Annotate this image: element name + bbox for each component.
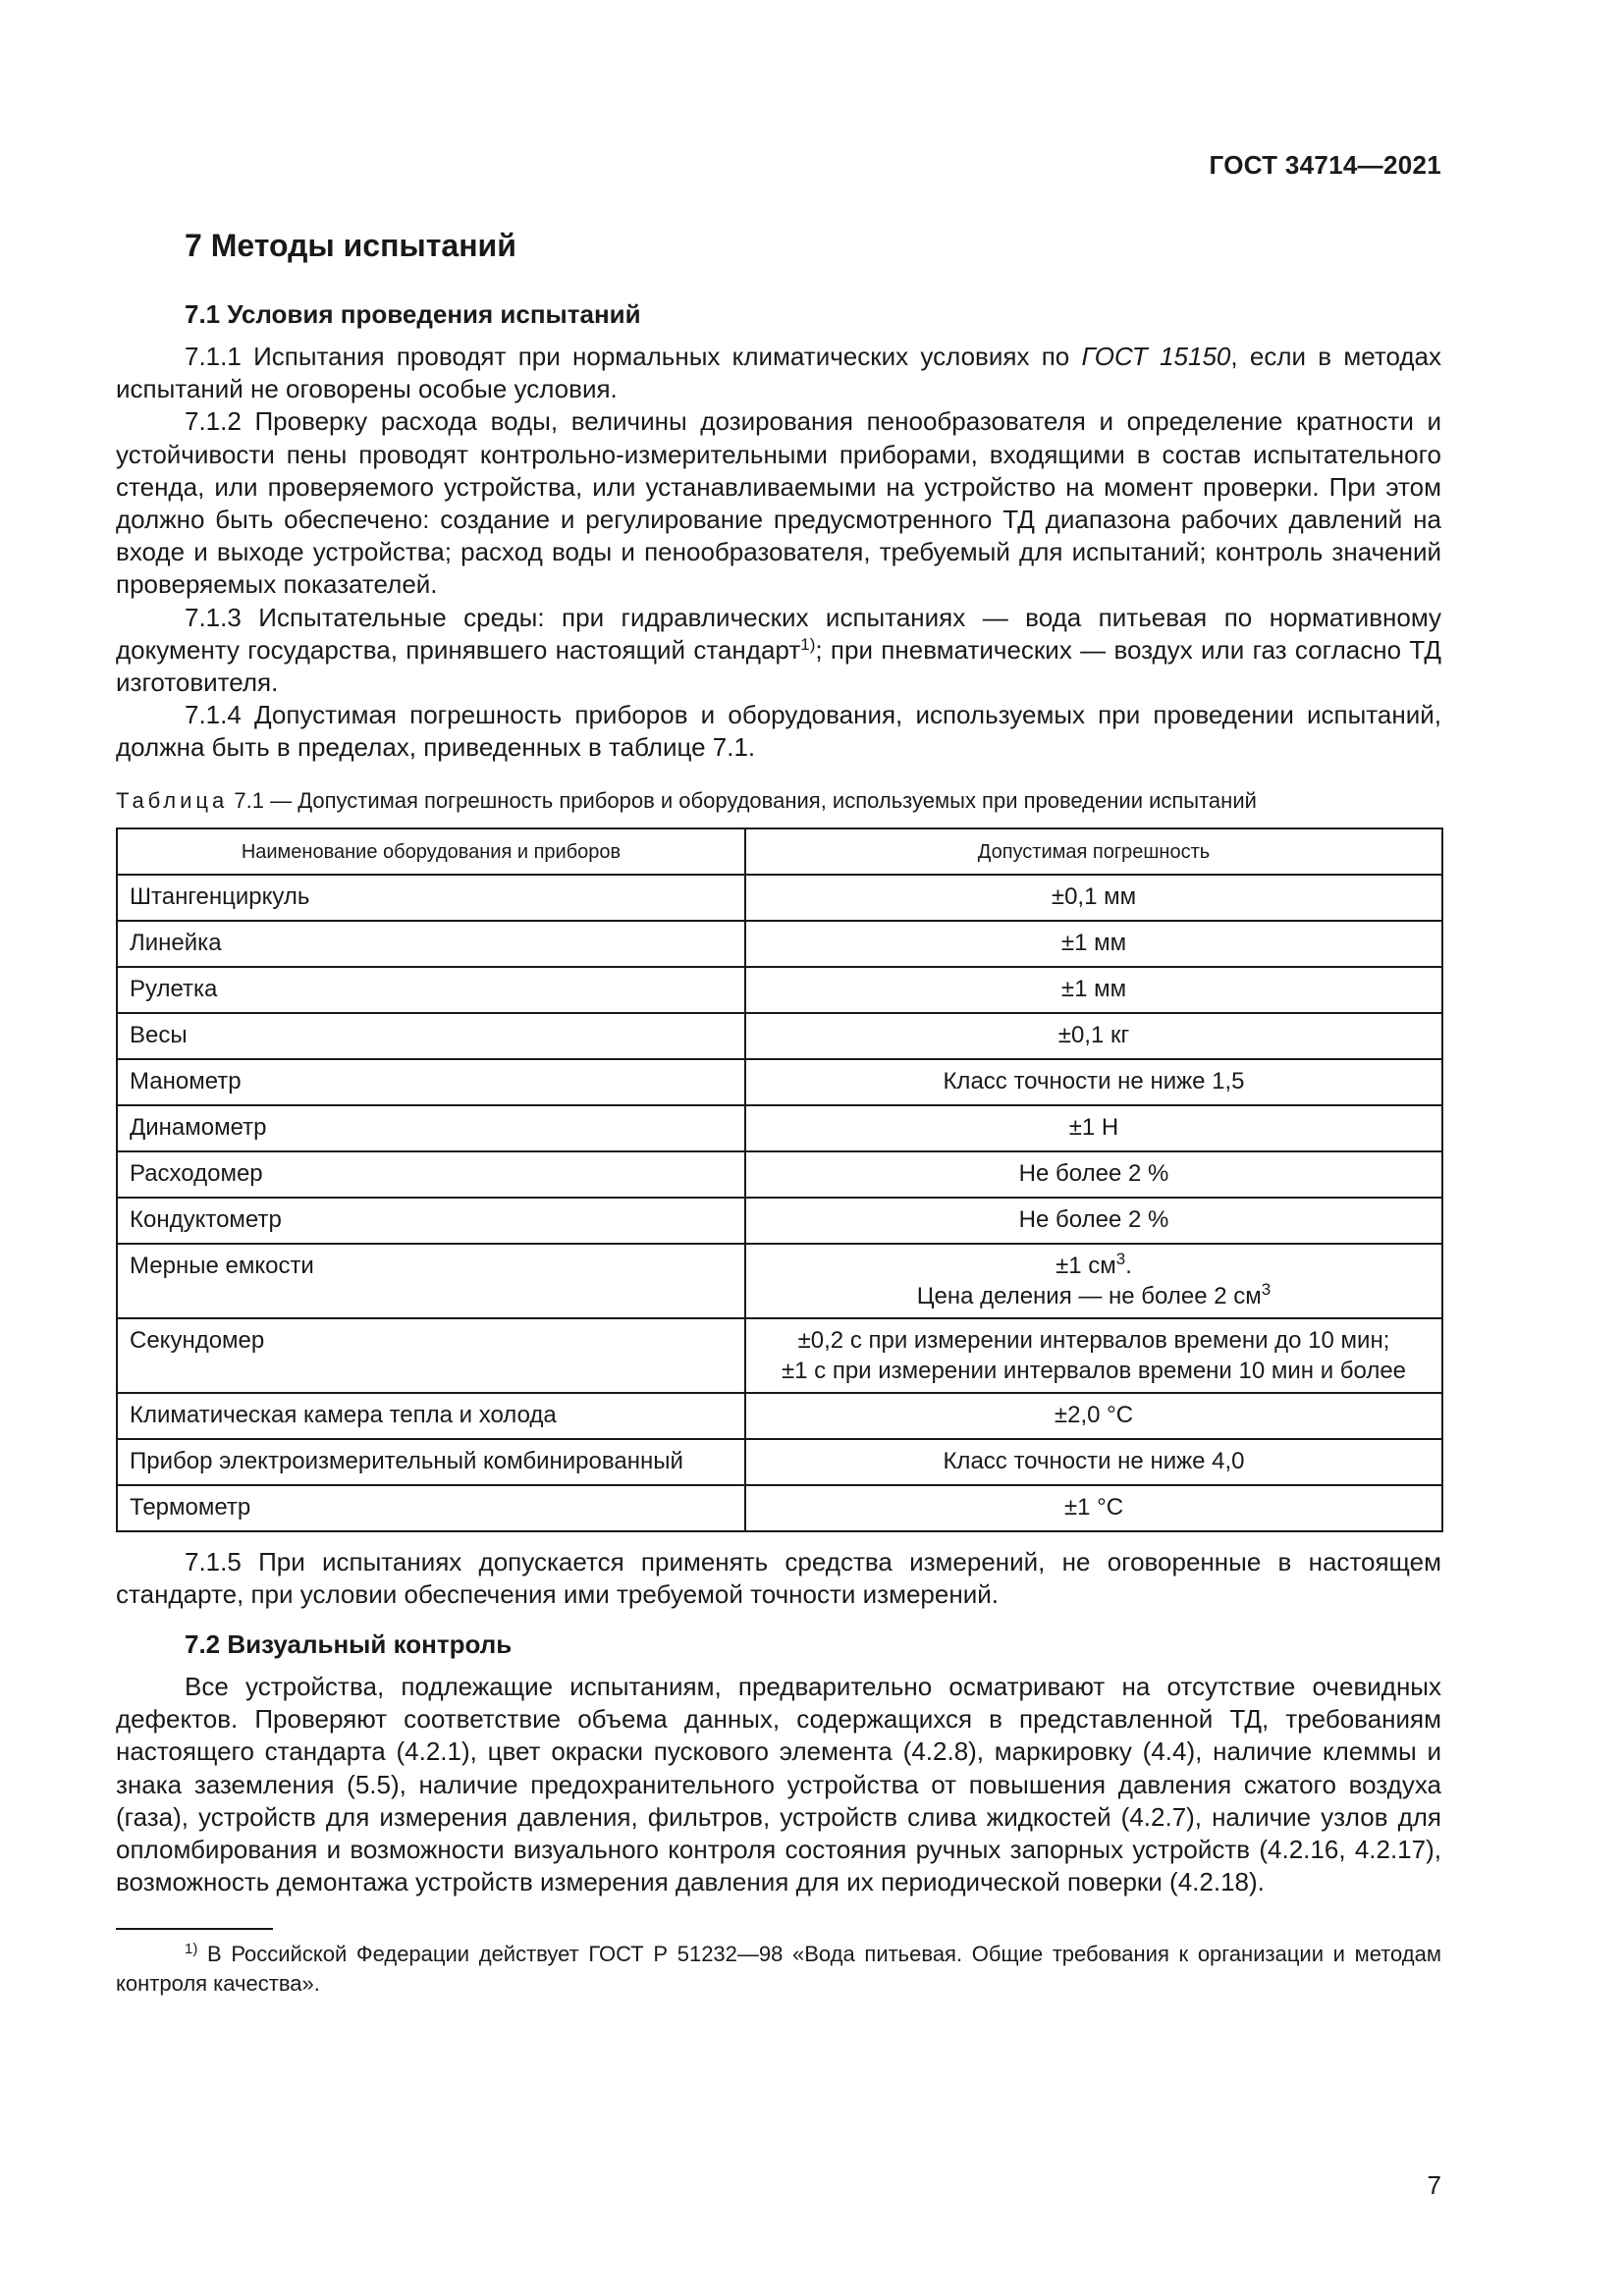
table-header-row	[117, 828, 1442, 875]
tolerance-value: Класс точности не ниже 4,0	[745, 1439, 1442, 1485]
footnote-marker: 1)	[800, 634, 816, 654]
table-caption-label: Таблица	[116, 787, 229, 813]
subsection-title-7-2: 7.2 Визуальный контроль	[185, 1629, 513, 1660]
column-header-equipment: Наименование оборудования и приборов	[117, 828, 745, 875]
equipment-name: Линейка	[117, 921, 745, 967]
tolerance-value: ±0,2 с при измерении интервалов времени до 10 мин; ±1 с при измерении интервалов времени 10 мин и более	[745, 1318, 1442, 1393]
equipment-name: Расходомер	[117, 1151, 745, 1198]
tolerance-value: ±1 Н	[745, 1105, 1442, 1151]
footnote	[116, 1940, 1441, 1999]
paragraph-7-1-4: 7.1.4 Допустимая погрешность приборов и оборудования, используемых при проведении испытаний, должна быть в пределах, приведенных в таблице 7.1.	[116, 700, 1441, 763]
table-row	[117, 1485, 1442, 1531]
tolerance-value: ±1 мм	[745, 921, 1442, 967]
tolerance-table	[116, 828, 1443, 1532]
table-row	[117, 1013, 1442, 1059]
paragraph-7-2: Все устройства, подлежащие испытаниям, предварительно осматривают на отсутствие очевидных дефектов. Проверяют соответствие объема данных, содержащихся в представленной ТД, требованиям настоящего стандарта (4.2.1), цвет окраски пускового элемента (4.2.8), маркировку (4.4), наличие клеммы и знака заземления (5.5), наличие предохранительного устройства от повышения давления сжатого воздуха (газа), устройств для измерения давления, фильтров, устройств слива жидкостей (4.2.7), наличие узлов для опломбирования и возможности визуального контроля состояния ручных запорных устройств (4.2.16, 4.2.17), возможность демонтажа устройств измерения давления для их периодической поверки (4.2.18).	[116, 1672, 1441, 1897]
paragraph-7-1-5: 7.1.5 При испытаниях допускается применять средства измерений, не оговоренные в настоящем стандарте, при условии обеспечения ими требуемой точности измерений.	[116, 1546, 1441, 1609]
table-row	[117, 1151, 1442, 1198]
standard-reference: ГОСТ 15150	[1081, 342, 1231, 371]
tolerance-value: Не более 2 %	[745, 1151, 1442, 1198]
table-row	[117, 1439, 1442, 1485]
tolerance-value: Не более 2 %	[745, 1198, 1442, 1244]
equipment-name: Кондуктометр	[117, 1198, 745, 1244]
footnote-text: В Российской Федерации действует ГОСТ Р 51232—98 «Вода питьевая. Общие требования к организации и методам контроля качества».	[116, 1942, 1441, 1997]
equipment-name: Климатическая камера тепла и холода	[117, 1393, 745, 1439]
equipment-name: Штангенциркуль	[117, 875, 745, 921]
document-code: ГОСТ 34714—2021	[1209, 150, 1441, 180]
tolerance-value: ±0,1 кг	[745, 1013, 1442, 1059]
tolerance-value: ±1 мм	[745, 967, 1442, 1013]
table-row	[117, 1318, 1442, 1393]
page-number: 7	[1427, 2170, 1441, 2200]
table-row	[117, 967, 1442, 1013]
footnote-mark: 1)	[185, 1941, 198, 1958]
table-caption-text: 7.1 — Допустимая погрешность приборов и оборудования, используемых при проведении испытаний	[234, 787, 1257, 813]
table-row	[117, 1393, 1442, 1439]
equipment-name: Мерные емкости	[117, 1244, 745, 1318]
equipment-name: Динамометр	[117, 1105, 745, 1151]
equipment-name: Секундомер	[117, 1318, 745, 1393]
equipment-name: Прибор электроизмерительный комбинированный	[117, 1439, 745, 1485]
table-row	[117, 875, 1442, 921]
tolerance-value: ±1 °С	[745, 1485, 1442, 1531]
page-content	[116, 226, 1441, 1999]
subsection-title-7-1: 7.1 Условия проведения испытаний	[185, 299, 641, 329]
section-title: 7 Методы испытаний	[185, 228, 516, 263]
tolerance-value: Класс точности не ниже 1,5	[745, 1059, 1442, 1105]
table-row	[117, 1105, 1442, 1151]
equipment-name: Весы	[117, 1013, 745, 1059]
paragraph-7-1-2: 7.1.2 Проверку расхода воды, величины дозирования пенообразователя и определение кратности и устойчивости пены проводят контрольно-измерительными приборами, входящими в состав испытательного стенда, или проверяемого устройства, или устанавливаемыми на устройство на момент проверки. При этом должно быть обеспечено: создание и регулирование предусмотренного ТД диапазона рабочих давлений на входе и выходе устройства; расход воды и пенообразователя, требуемый для испытаний; контроль значений проверяемых показателей.	[116, 406, 1441, 600]
tolerance-value: ±2,0 °С	[745, 1393, 1442, 1439]
paragraph-7-1-3: 7.1.3 Испытательные среды: при гидравлических испытаниях — вода питьевая по нормативному документу государства, принявшего настоящий стандарт$^{1)}$; при пневматических — воздух или газ согласно ТД изготовителя.	[116, 602, 1441, 698]
footnote-divider	[116, 1928, 273, 1930]
equipment-name: Манометр	[117, 1059, 745, 1105]
table-row	[117, 1198, 1442, 1244]
equipment-name: Термометр	[117, 1485, 745, 1531]
table-caption	[116, 786, 1441, 816]
tolerance-value: ±1 $см^3$. Цена деления — не более 2 $см^3$	[745, 1244, 1442, 1318]
equipment-name: Рулетка	[117, 967, 745, 1013]
table-row	[117, 1059, 1442, 1105]
table-row	[117, 1244, 1442, 1318]
tolerance-value: ±0,1 мм	[745, 875, 1442, 921]
paragraph-7-1-1: 7.1.1 Испытания проводят при нормальных климатических условиях по ГОСТ 15150, если в методах испытаний не оговорены особые условия.	[116, 342, 1441, 404]
column-header-tolerance: Допустимая погрешность	[745, 828, 1442, 875]
table-row	[117, 921, 1442, 967]
